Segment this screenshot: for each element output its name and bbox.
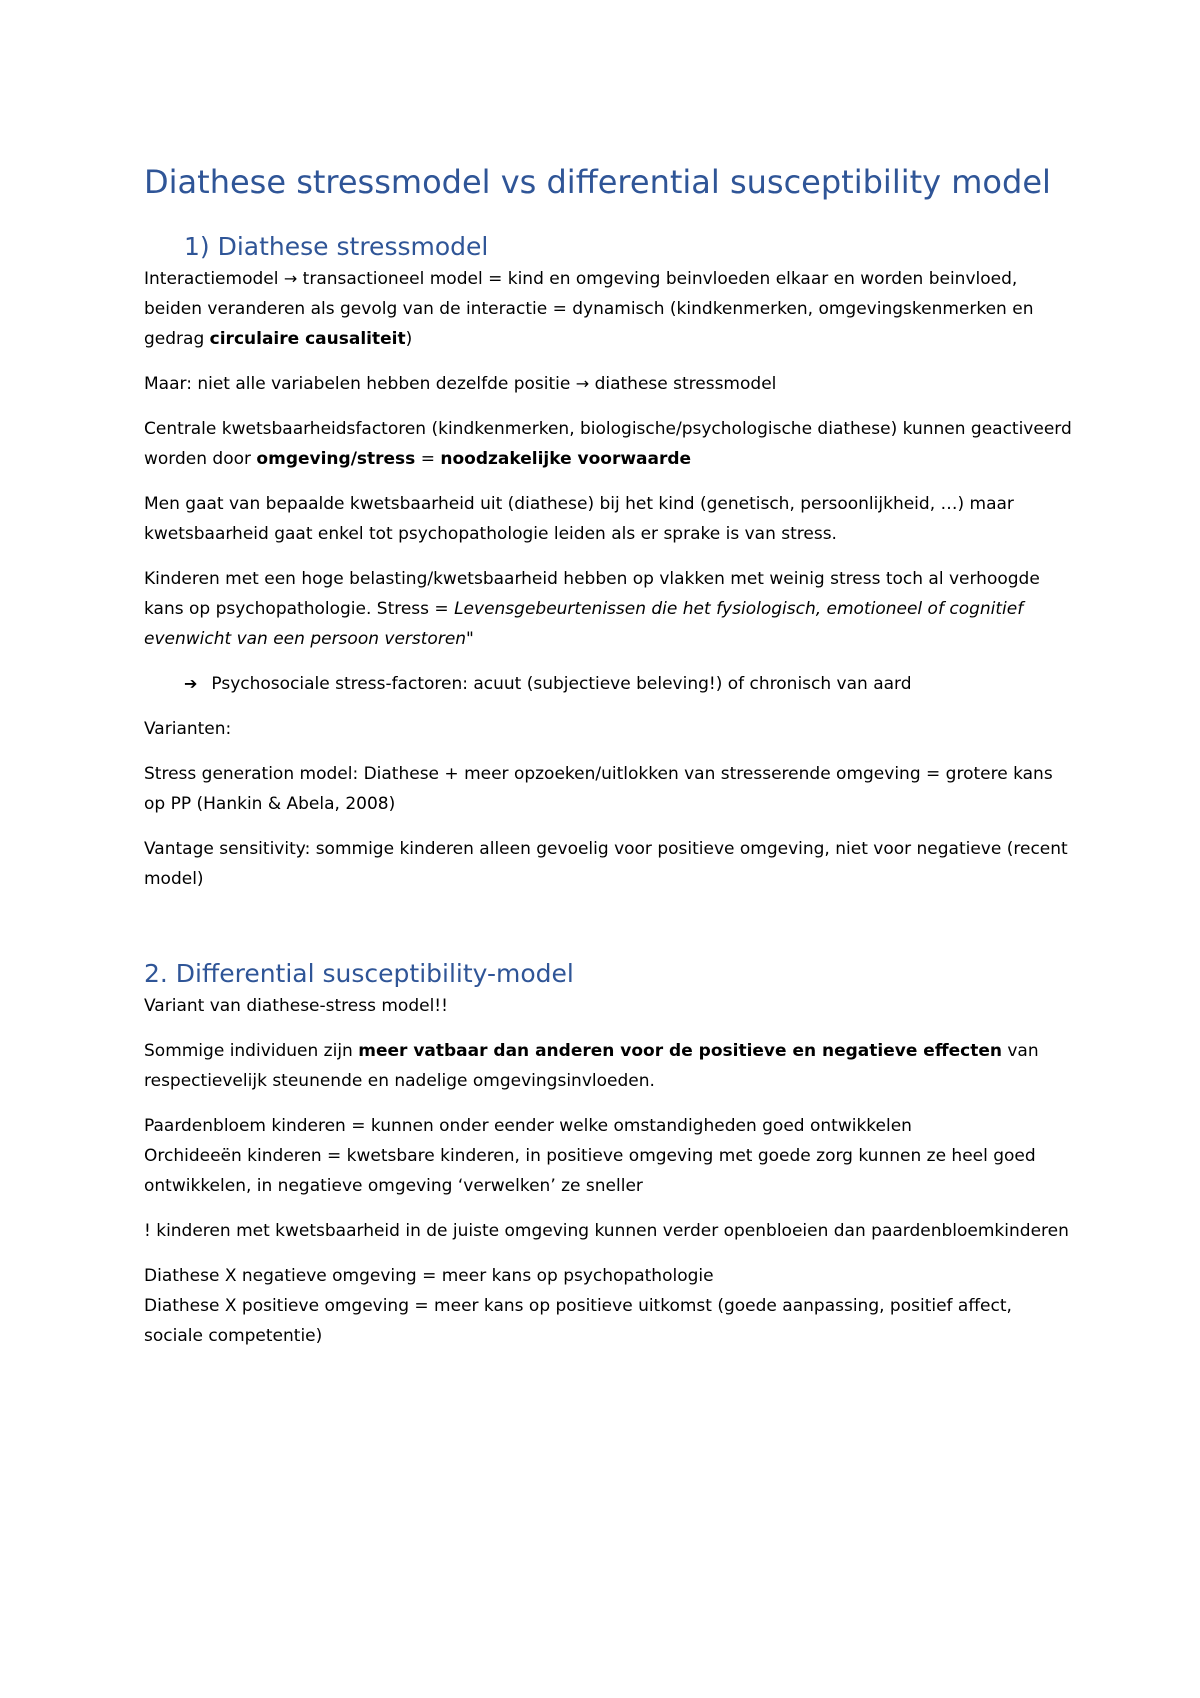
section-1-heading: 1) Diathese stressmodel — [184, 232, 489, 261]
emphasis-bold: circulaire causaliteit — [209, 329, 406, 349]
section-2-paragraph-sommige: Sommige individuen zijn meer vatbaar dan anderen voor de positieve en negatieve effecten van respectievelijk steunende en nadelige omgevingsinvloeden. — [144, 1041, 1039, 1091]
section-2-paragraph-negatief: Diathese X negatieve omgeving = meer kans op psychopathologie — [144, 1266, 714, 1286]
arrow-right-icon: → — [575, 374, 590, 393]
emphasis-bold: noodzakelijke voorwaarde — [440, 449, 692, 469]
section-1-paragraph-vantage: Vantage sensitivity: sommige kinderen alleen gevoelig voor positieve omgeving, niet voor negatieve (recent model) — [144, 839, 1068, 889]
section-2-paragraph-positief: Diathese X positieve omgeving = meer kans op positieve uitkomst (goede aanpassing, positief affect, sociale competentie) — [144, 1296, 1012, 1346]
emphasis-italic: Levensgebeurtenissen die het fysiologisch, emotioneel of cognitief evenwicht van een persoon verstoren" — [144, 599, 1024, 649]
section-1-paragraph-varianten: Varianten: — [144, 719, 232, 739]
section-2-heading: 2. Differential susceptibility-model — [144, 959, 574, 988]
section-2-paragraph-openbloeien: ! kinderen met kwetsbaarheid in de juiste omgeving kunnen verder openbloeien dan paardenbloemkinderen — [144, 1221, 1069, 1241]
document-title: Diathese stressmodel vs differential susceptibility model — [144, 163, 1051, 201]
section-1-paragraph-kinderen: Kinderen met een hoge belasting/kwetsbaarheid hebben op vlakken met weinig stress toch al verhoogde kans op psychopathologie. Stress = Levensgebeurtenissen die het fysiologisch, emotioneel of cognitief evenwicht van een persoon verstoren" — [144, 569, 1040, 649]
bullet-item: ➔ Psychosociale stress-factoren: acuut (subjectieve beleving!) of chronisch van aard — [184, 674, 912, 694]
section-1-paragraph-interactiemodel: Interactiemodel → transactioneel model = kind en omgeving beinvloeden elkaar en worden beinvloed, beiden veranderen als gevolg van de interactie = dynamisch (kindkenmerken, omgevingskenmerken en gedrag circulaire causaliteit) — [144, 269, 1034, 349]
section-spacer — [144, 909, 1074, 957]
section-1-paragraph-stress-generation: Stress generation model: Diathese + meer opzoeken/uitlokken van stresserende omgeving = grotere kans op PP (Hankin & Abela, 2008) — [144, 764, 1053, 814]
bullet-arrow-icon: ➔ — [184, 674, 198, 693]
section-1-paragraph-centrale: Centrale kwetsbaarheidsfactoren (kindkenmerken, biologische/psychologische diathese) kunnen geactiveerd worden door omgeving/stress = noodzakelijke voorwaarde — [144, 419, 1072, 469]
section-2-paragraph-variant: Variant van diathese-stress model!! — [144, 996, 448, 1016]
arrow-right-icon: → — [283, 269, 298, 288]
section-2-paragraph-orchideeen: Orchideeën kinderen = kwetsbare kinderen, in positieve omgeving met goede zorg kunnen ze heel goed ontwikkelen, in negatieve omgeving ‘verwelken’ ze sneller — [144, 1146, 1036, 1196]
emphasis-bold: meer vatbaar dan anderen voor de positieve en negatieve effecten — [358, 1041, 1002, 1061]
section-1-paragraph-maar: Maar: niet alle variabelen hebben dezelfde positie → diathese stressmodel — [144, 374, 777, 394]
section-2-paragraph-paardenbloem: Paardenbloem kinderen = kunnen onder eender welke omstandigheden goed ontwikkelen — [144, 1116, 912, 1136]
document-body — [144, 160, 1074, 1366]
section-1-paragraph-kwetsbaarheid: Men gaat van bepaalde kwetsbaarheid uit (diathese) bij het kind (genetisch, persoonlijkheid, …) maar kwetsbaarheid gaat enkel tot psychopathologie leiden als er sprake is van stress. — [144, 494, 1014, 544]
emphasis-bold: omgeving/stress — [256, 449, 416, 469]
